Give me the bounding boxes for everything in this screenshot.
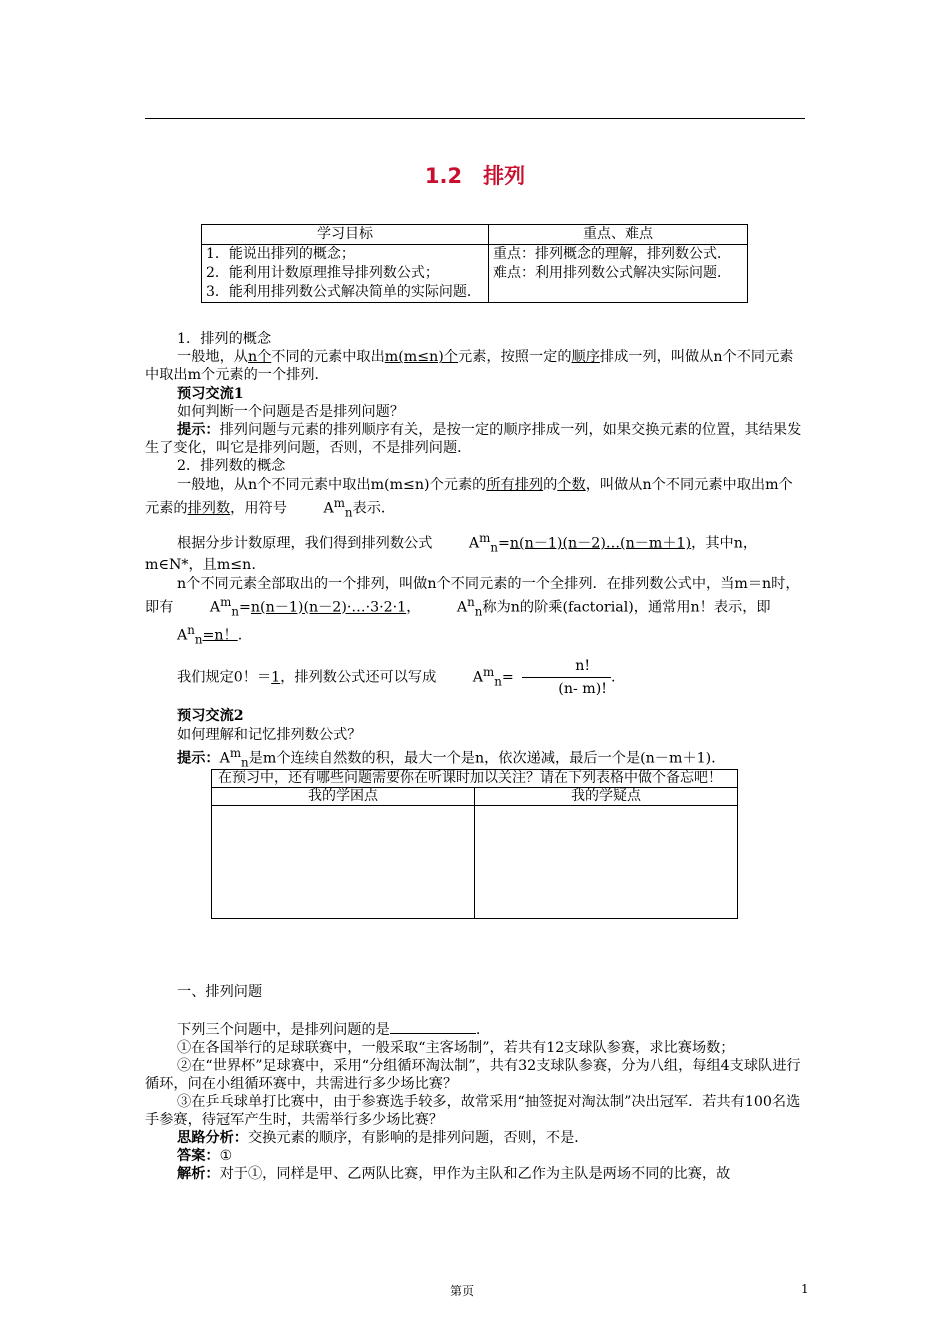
preview-label: 预习交流1	[177, 385, 244, 402]
question-item: ③在乒乓球单打比赛中，由于参赛选手较多，故常采用“抽签捉对淘汰制”决出冠军．若共有100名选手参赛，待冠军产生时，共需举行多少场比赛？	[145, 1094, 801, 1128]
answer-line: 答案：①	[177, 1148, 233, 1164]
goals-header: 学习目标	[202, 225, 489, 245]
convention-paragraph: 我们规定0！＝1，排列数公式还可以写成 $A^m_n=$ $\frac{n!}{(n- m)!}$ .	[145, 655, 805, 700]
section-heading: 1．排列的概念	[177, 331, 272, 347]
blank-answer: 个数	[557, 476, 586, 493]
footer-label: 第页	[450, 1284, 475, 1298]
answer-blank[interactable]	[390, 1019, 476, 1034]
goal-item: 1．能说出排列的概念；	[206, 246, 355, 262]
page-title: 1.2 排列	[424, 164, 526, 188]
keypoint-item: 重点：排列概念的理解，排列数公式．	[493, 246, 731, 262]
preview-question: 如何判断一个问题是否是排列问题？	[177, 403, 405, 420]
permutation-symbol: $A^m_n$	[323, 495, 353, 520]
permutation-symbol: $A^m_n$	[209, 594, 239, 619]
blank-answer: n(n－1)(n－2)·…·3·2·1	[250, 599, 407, 616]
notes-cell-doubts[interactable]	[475, 806, 738, 919]
keypoints-header: 重点、难点	[489, 225, 748, 245]
section-heading: 2．排列数的概念	[177, 458, 286, 475]
exercise-section	[145, 983, 805, 1183]
main-content	[145, 330, 805, 771]
question-intro: 下列三个问题中，是排列问题的是 .	[145, 1019, 805, 1039]
question-item: ②在“世界杯”足球赛中，采用“分组循环淘汰制”，共有32支球队参赛，分为八组，每组4支球队进行循环，问在小组循环赛中，共需进行多少场比赛？	[145, 1058, 801, 1092]
permutation-symbol: $A^n_n$	[456, 594, 483, 619]
preview-hint: 提示：$A^m_n$是m个连续自然数的积，最大一个是n，依次递减，最后一个是(n－m＋1)．	[145, 744, 805, 772]
blank-answer: 所有排列	[486, 476, 544, 493]
goal-item: 3．能利用排列数公式解决简单的实际问题．	[206, 284, 481, 300]
blank-answer: =n！	[202, 627, 238, 644]
blank-answer: n(n－1)(n－2)…(n－m＋1)	[509, 535, 692, 552]
analysis-line: 思路分析：交换元素的顺序，有影响的是排列问题，否则，不是．	[177, 1130, 589, 1146]
solution-line: 解析：对于①，同样是甲、乙两队比赛，甲作为主队和乙作为主队是两场不同的比赛，故	[177, 1166, 731, 1182]
notes-cell-difficulties[interactable]	[212, 806, 475, 919]
factorial-paragraph: n个不同元素全部取出的一个排列，叫做n个不同元素的一个全排列．在排列数公式中，当m＝n时，即有 $A^m_n=n(n-1)(n-2)\cdot\dots\cdot 3\cdot 2\cdot 1$， $A^n_n$称为n的阶乘(factorial)，通常用n！表示，即 $A^n_n=n$！.	[145, 575, 805, 649]
fraction-denominator: (n- m)!	[522, 677, 611, 700]
blank-answer: 排列数	[187, 500, 231, 517]
definition-paragraph: 一般地，从n个不同元素中取出m(m≤n)个元素的所有排列的个数，叫做从n个不同元素中取出m个元素的排列数，用符号 $A^m_n$表示．	[145, 476, 805, 522]
blank-answer: 顺序	[571, 349, 600, 366]
notes-table	[211, 769, 738, 919]
blank-answer: n个	[247, 349, 272, 366]
preview-question: 如何理解和记忆排列数公式？	[177, 726, 362, 743]
formula-paragraph: 根据分步计数原理，我们得到排列数公式 $A^m_n=n(n-1)(n-2)\dots(n-m+1)$，其中n，m∈N*，且m≤n.	[145, 530, 758, 574]
permutation-symbol: $A^m_n$	[219, 745, 249, 770]
permutation-symbol: $A^n_n$	[177, 622, 203, 647]
fraction-numerator: n!	[575, 658, 591, 675]
goal-item: 2．能利用计数原理推导排列数公式；	[206, 265, 439, 281]
keypoints-cell	[489, 245, 748, 303]
header-rule	[145, 118, 805, 119]
notes-col-doubts: 我的学疑点	[475, 788, 738, 806]
goals-cell	[202, 245, 489, 303]
section-heading: 一、排列问题	[177, 984, 263, 1000]
permutation-symbol: $A^m_n$	[472, 665, 502, 689]
definition-paragraph: 一般地，从n个不同的元素中取出m(m≤n)个元素，按照一定的顺序排成一列，叫做从n个不同元素中取出m个元素的一个排列．	[145, 349, 794, 384]
blank-answer: m(m≤n)个	[384, 349, 458, 366]
blank-answer: 1	[271, 669, 281, 686]
permutation-symbol: $A^m_n$	[468, 530, 498, 555]
preview-hint: 提示：排列问题与元素的排列顺序有关，是按一定的顺序排成一列，如果交换元素的位置，其结果发生了变化，叫它是排列问题，否则，不是排列问题．	[145, 422, 802, 457]
goals-table	[201, 224, 748, 303]
notes-prompt: 在预习中，还有哪些问题需要你在听课时加以关注？请在下列表格中做个备忘吧！	[212, 770, 738, 788]
notes-col-difficulties: 我的学困点	[212, 788, 475, 806]
question-item: ①在各国举行的足球联赛中，一般采取“主客场制”，若共有12支球队参赛，求比赛场数；	[177, 1040, 735, 1056]
page-number: 1	[801, 1282, 809, 1296]
fraction	[522, 655, 611, 700]
preview-label: 预习交流2	[177, 708, 244, 725]
keypoint-item: 难点：利用排列数公式解决实际问题．	[493, 265, 731, 281]
